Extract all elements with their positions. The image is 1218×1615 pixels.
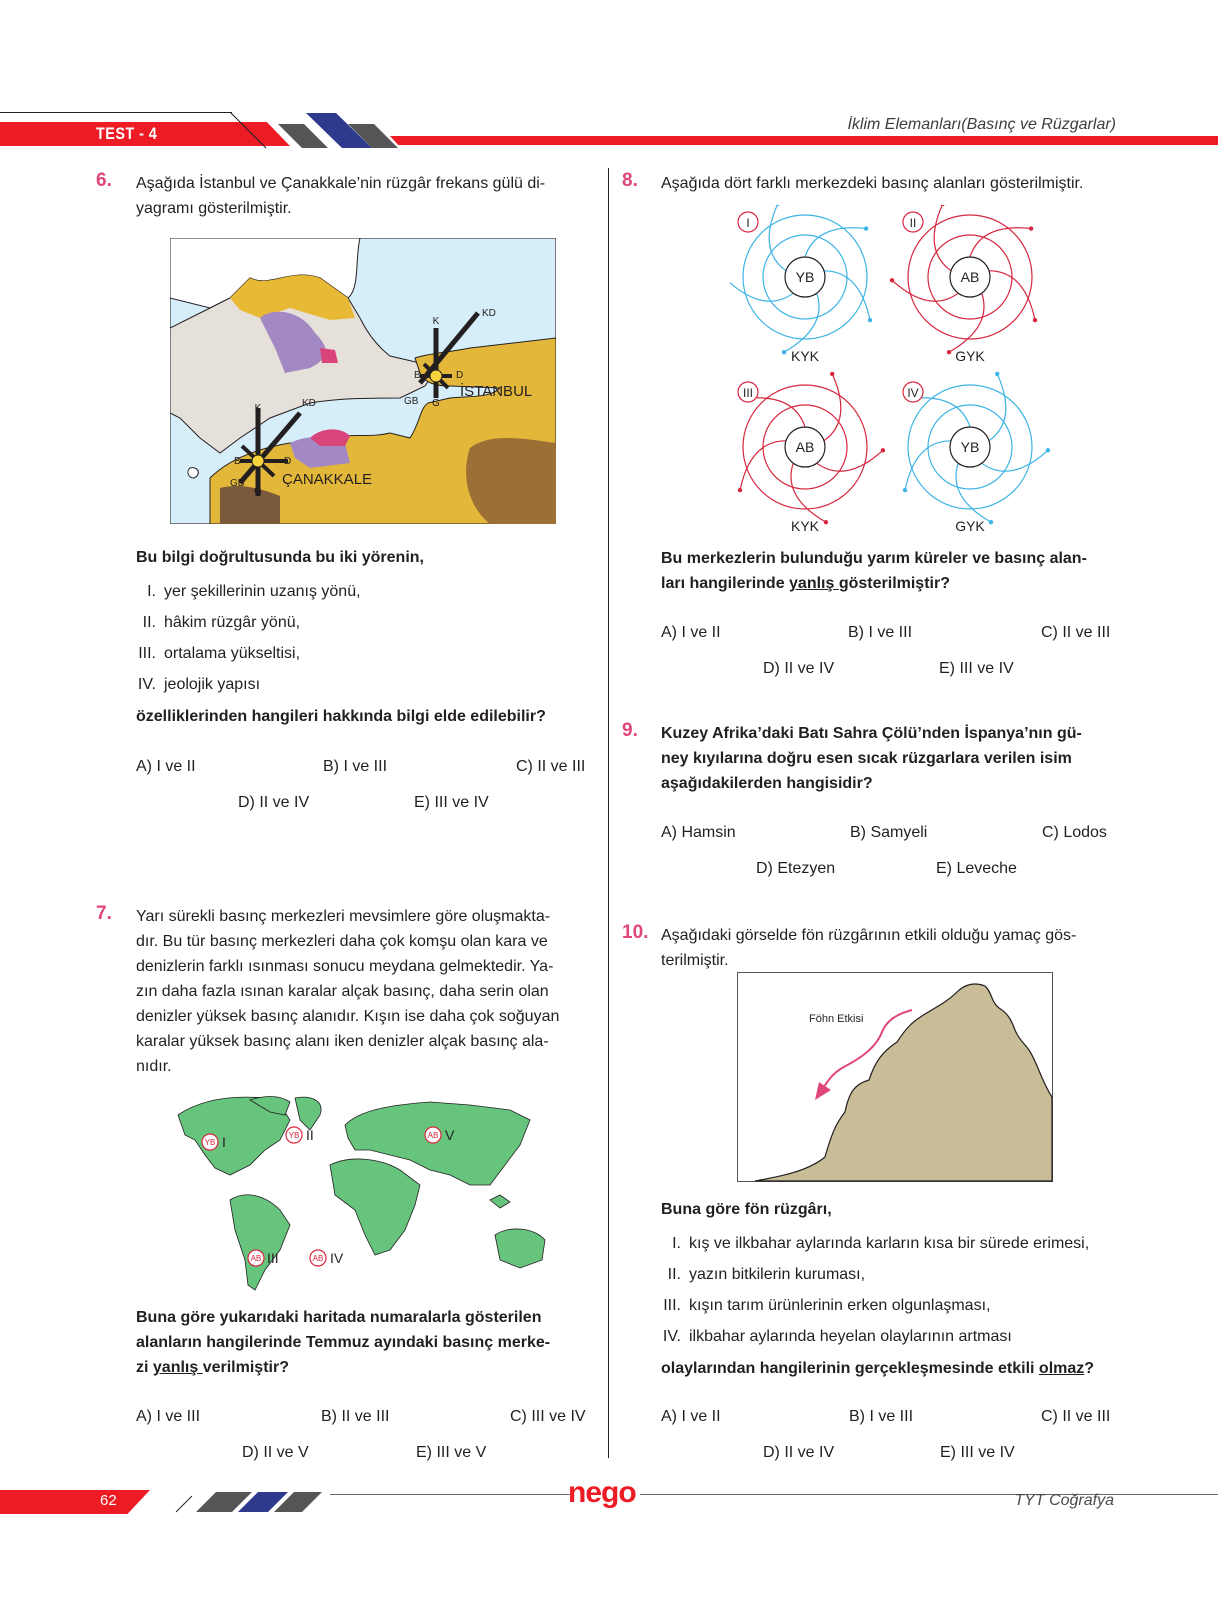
item-text: ortalama yükseltisi, — [164, 645, 301, 662]
option-b[interactable]: B) I ve III — [323, 758, 388, 775]
badge-text: YB — [204, 1138, 216, 1147]
question-number: 8. — [622, 170, 638, 191]
option-e[interactable]: E) III ve IV — [414, 794, 489, 811]
intro-line: dır. Bu tür basınç merkezleri daha çok komşu olan kara ve — [136, 933, 548, 950]
canakkale-dir-sw: GB — [230, 478, 245, 489]
question-7-prompt — [136, 1305, 606, 1380]
istanbul-dir-e: D — [456, 370, 464, 381]
australia — [495, 1229, 545, 1268]
question-10-stem: Buna göre fön rüzgârı, — [661, 1201, 832, 1218]
greenland — [295, 1097, 321, 1130]
header-rule — [0, 112, 232, 113]
prompt-text: verilmiştir? — [202, 1359, 289, 1376]
question-7-intro — [136, 904, 606, 1079]
arrow-head — [1029, 226, 1033, 230]
marker-numeral: V — [445, 1127, 455, 1143]
istanbul-dir-w: B — [414, 370, 421, 381]
prompt-text: gösterilmiştir? — [838, 575, 950, 592]
istanbul-dir-n: K — [432, 316, 440, 327]
statement-item — [653, 1259, 1089, 1290]
africa — [330, 1159, 420, 1255]
item-numeral: III. — [138, 645, 156, 662]
emphasis-underlined: olmaz — [1038, 1360, 1085, 1377]
option-d[interactable]: D) II ve IV — [238, 794, 310, 811]
pressure-diagram-3 — [738, 372, 885, 534]
item-text: yazın bitkilerin kuruması, — [689, 1266, 866, 1283]
marmara-wind-rose-map — [170, 238, 556, 524]
question-6-prompt: özelliklerinden hangileri hakkında bilgi elde edilebilir? — [136, 708, 546, 725]
footer-stripes-decoration — [172, 1478, 322, 1514]
item-text: hâkim rüzgâr yönü, — [164, 614, 301, 631]
statement-item — [128, 576, 361, 607]
item-text: kış ve ilkbahar aylarında karların kısa bir sürede erimesi, — [689, 1235, 1090, 1252]
emphasis-underlined: yanlış — [789, 575, 839, 592]
item-numeral: IV. — [662, 1328, 681, 1345]
prompt-text: zi — [136, 1359, 153, 1376]
canakkale-dir-n: K — [254, 403, 262, 414]
question-6 — [96, 170, 112, 192]
center-label: AB — [795, 439, 815, 455]
intro-line: karalar yüksek basınç alanı iken denizler alçak basınç ala- — [136, 1033, 549, 1050]
stripe-gray — [278, 124, 328, 148]
prompt-line: Buna göre yukarıdaki haritada numaralarla gösterilen — [136, 1309, 542, 1326]
arrow-head — [890, 278, 894, 282]
prompt-line: alanların hangilerinde Temmuz ayındaki basınç merke- — [136, 1334, 551, 1351]
prompt-text: ? — [1084, 1360, 1095, 1377]
statement-item — [128, 638, 361, 669]
item-numeral: I. — [672, 1235, 681, 1252]
chapter-title: İklim Elemanları(Basınç ve Rüzgarlar) — [847, 116, 1116, 133]
arrow-head — [738, 488, 742, 492]
option-a[interactable]: A) I ve II — [661, 624, 721, 641]
arrow-head — [868, 318, 872, 322]
istanbul-dir-sw: GB — [404, 396, 419, 407]
wind-arrow — [824, 271, 870, 320]
question-10-items — [653, 1228, 1089, 1352]
intro-line: Yarı sürekli basınç merkezleri mevsimlere göre oluşmakta- — [136, 908, 551, 925]
prompt-line — [661, 571, 1121, 596]
question-6-intro — [136, 171, 596, 221]
option-e[interactable]: E) III ve V — [416, 1444, 487, 1461]
question-10-intro — [661, 923, 1121, 973]
option-e[interactable]: E) III ve IV — [940, 1444, 1015, 1461]
canakkale-label: ÇANAKKALE — [282, 471, 373, 488]
column-divider — [608, 168, 609, 1458]
arrow-head — [864, 226, 868, 230]
option-c[interactable]: C) II ve III — [516, 758, 586, 775]
question-number: 7. — [96, 903, 112, 924]
prompt-line — [136, 1355, 606, 1380]
center-label: YB — [960, 439, 980, 455]
intro-line: denizlerin farklı ısınması sonucu meydana gelmektedir. Ya- — [136, 958, 554, 975]
canakkale-dir-w: B — [234, 456, 241, 467]
arrow-head — [995, 372, 999, 376]
arrow-head — [1033, 318, 1037, 322]
statement-item — [653, 1290, 1089, 1321]
header-red-bar — [390, 136, 1218, 145]
wind-arrow — [769, 205, 786, 271]
intro-line: nıdır. — [136, 1058, 172, 1075]
option-c[interactable]: C) III ve IV — [510, 1408, 586, 1425]
rose-center — [430, 370, 442, 382]
option-e[interactable]: E) III ve IV — [939, 660, 1014, 677]
option-d[interactable]: D) Etezyen — [756, 860, 836, 877]
item-numeral: II. — [142, 614, 156, 631]
diagram-numeral: III — [742, 386, 754, 400]
question-8-prompt — [661, 546, 1121, 596]
wind-arrow — [982, 450, 1048, 471]
pressure-diagram-4 — [903, 372, 1050, 534]
item-numeral: IV. — [137, 676, 156, 693]
header-diagonal-line — [230, 112, 266, 148]
option-b[interactable]: B) I ve III — [848, 624, 913, 641]
wind-arrow — [824, 374, 841, 441]
fohn-figure — [737, 972, 1053, 1182]
arrow-head — [947, 350, 951, 354]
wind-arrow — [934, 205, 951, 271]
marker-numeral: II — [306, 1127, 314, 1143]
option-c[interactable]: C) Lodos — [1042, 824, 1107, 841]
intro-line: denizler yüksek basınç alanıdır. Kışın ise daha çok soğuyan — [136, 1008, 560, 1025]
world-pressure-map — [170, 1090, 580, 1295]
option-b[interactable]: B) Samyeli — [850, 824, 928, 841]
option-b[interactable]: B) I ve III — [849, 1408, 914, 1425]
question-8 — [622, 170, 638, 192]
prompt-line: ney kıyılarına doğru esen sıcak rüzgarlara verilen isim — [661, 750, 1072, 767]
marker-numeral: III — [267, 1250, 279, 1266]
diagram-numeral: IV — [907, 386, 919, 400]
prompt-text: ları hangilerinde — [661, 575, 790, 592]
wind-arrow — [730, 280, 793, 301]
statement-item — [653, 1228, 1089, 1259]
question-8-intro: Aşağıda dört farklı merkezdeki basınç alanları gösterilmiştir. — [661, 175, 1084, 192]
statement-item — [128, 607, 361, 638]
statement-item — [128, 669, 361, 700]
arrow-head — [782, 350, 786, 354]
hemisphere-label: GYK — [955, 348, 985, 364]
item-numeral: III. — [663, 1297, 681, 1314]
center-label: YB — [795, 269, 815, 285]
item-text: ilkbahar aylarında heyelan olaylarının artması — [689, 1328, 1012, 1345]
badge-text: AB — [312, 1254, 324, 1263]
diagram-numeral: I — [746, 216, 750, 230]
marker-i — [202, 1134, 226, 1150]
prompt-line: aşağıdakilerden hangisidir? — [661, 775, 873, 792]
option-a[interactable]: A) I ve II — [136, 758, 196, 775]
option-d[interactable]: D) II ve IV — [763, 660, 835, 677]
figure-label: Föhn Etkisi — [809, 1013, 864, 1025]
question-9-prompt — [661, 721, 1121, 796]
center-label: AB — [960, 269, 980, 285]
pressure-diagram-2 — [890, 205, 1037, 364]
hemisphere-label: KYK — [790, 518, 820, 534]
arrow-head — [989, 520, 993, 524]
istanbul-label: İSTANBUL — [460, 383, 533, 400]
south-america — [230, 1195, 290, 1290]
pressure-diagrams — [730, 205, 1070, 535]
istanbul-dir-ne: KD — [482, 308, 496, 319]
prompt-line: Kuzey Afrika’daki Batı Sahra Çölü’nden İspanya’nın gü- — [661, 725, 1082, 742]
option-c[interactable]: C) II ve III — [1041, 624, 1111, 641]
question-6-stem: Bu bilgi doğrultusunda bu iki yörenin, — [136, 549, 424, 566]
island — [188, 468, 198, 478]
test-label: TEST - 4 — [96, 124, 158, 143]
item-text: jeolojik yapısı — [164, 676, 261, 693]
item-text: kışın tarım ürünlerinin erken olgunlaşması, — [689, 1297, 991, 1314]
question-10 — [622, 922, 648, 944]
page-number: 62 — [100, 1492, 117, 1509]
istanbul-dir-s: G — [432, 398, 440, 409]
question-number: 10. — [622, 922, 649, 943]
footer-rule — [640, 1494, 1218, 1495]
hemisphere-label: KYK — [790, 348, 820, 364]
publisher-logo: nego — [568, 1476, 636, 1509]
question-number: 9. — [622, 720, 638, 741]
arrow-head — [1046, 448, 1050, 452]
badge-text: YB — [288, 1131, 300, 1140]
canakkale-dir-e: D — [284, 456, 292, 467]
canakkale-dir-s: G — [254, 486, 262, 497]
option-b[interactable]: B) II ve III — [321, 1408, 390, 1425]
item-numeral: I. — [147, 583, 156, 600]
option-a[interactable]: A) Hamsin — [661, 824, 736, 841]
arrow-head — [881, 448, 885, 452]
item-text: yer şekillerinin uzanış yönü, — [164, 583, 361, 600]
diagram-numeral: II — [909, 216, 917, 230]
pressure-diagram-1 — [730, 205, 872, 364]
marker-numeral: IV — [330, 1250, 344, 1266]
wind-arrow — [784, 293, 819, 352]
option-e[interactable]: E) Leveche — [936, 860, 1017, 877]
option-d[interactable]: D) II ve V — [242, 1444, 309, 1461]
intro-line: zın daha fazla ısınan karalar alçak basınç, daha serin olan — [136, 983, 549, 1000]
item-numeral: II. — [667, 1266, 681, 1283]
prompt-line: Bu merkezlerin bulunduğu yarım küreler ve basınç alan- — [661, 550, 1087, 567]
badge-text: AB — [427, 1131, 439, 1140]
question-number: 6. — [96, 170, 112, 191]
intro-line: Aşağıda İstanbul ve Çanakkale’nin rüzgâr frekans gülü di- — [136, 175, 546, 192]
arrow-head — [830, 372, 834, 376]
intro-line: yagramı gösterilmiştir. — [136, 200, 292, 217]
arrow-head — [824, 520, 828, 524]
statement-item — [653, 1321, 1089, 1352]
marker-iv — [310, 1250, 344, 1266]
question-10-prompt — [661, 1356, 1094, 1381]
footer-rule — [330, 1494, 570, 1495]
badge-text: AB — [250, 1254, 262, 1263]
wind-arrow — [989, 271, 1035, 320]
intro-line: Aşağıdaki görselde fön rüzgârının etkili olduğu yamaç gös- — [661, 927, 1077, 944]
footer-diagonal-line — [176, 1496, 192, 1512]
brown-region — [466, 438, 556, 524]
indonesia — [490, 1195, 510, 1208]
question-7 — [96, 903, 112, 925]
footer-red-band — [0, 1490, 150, 1514]
hemisphere-label: GYK — [955, 518, 985, 534]
emphasis-underlined: yanlış — [152, 1359, 203, 1376]
marker-ii — [286, 1127, 314, 1143]
option-c[interactable]: C) II ve III — [1041, 1408, 1111, 1425]
wind-arrow — [817, 450, 883, 471]
option-a[interactable]: A) I ve III — [136, 1408, 201, 1425]
wind-arrow — [956, 463, 991, 522]
question-6-items — [128, 576, 361, 700]
wind-arrow — [989, 374, 1006, 441]
subject-label: TYT Coğrafya — [1014, 1492, 1114, 1509]
option-a[interactable]: A) I ve II — [661, 1408, 721, 1425]
canakkale-dir-ne: KD — [302, 398, 316, 409]
wind-arrow — [740, 441, 786, 490]
question-9 — [622, 720, 638, 742]
arrow-head — [903, 488, 907, 492]
marker-numeral: I — [222, 1134, 226, 1150]
wind-arrow — [892, 280, 958, 301]
intro-line: terilmiştir. — [661, 952, 729, 969]
wind-arrow — [791, 463, 826, 522]
rose-center — [252, 455, 264, 467]
prompt-text: olaylarından hangilerinin gerçekleşmesinde etkili — [661, 1360, 1039, 1377]
wind-arrow — [949, 293, 984, 352]
wind-arrow — [905, 441, 951, 490]
option-d[interactable]: D) II ve IV — [763, 1444, 835, 1461]
